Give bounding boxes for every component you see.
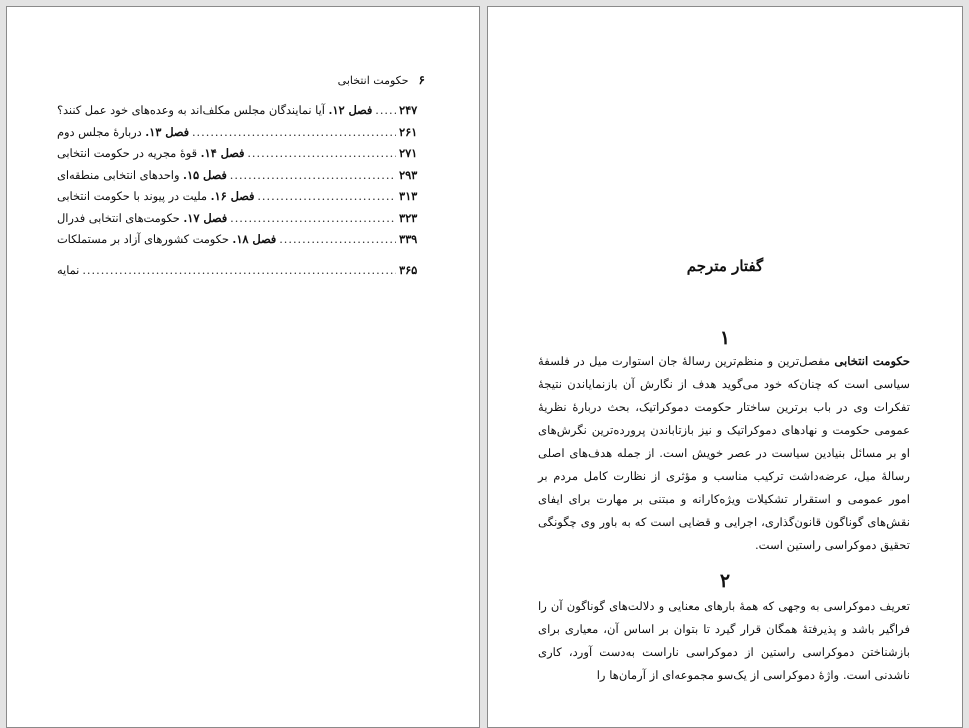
toc-entry-title bbox=[57, 232, 276, 246]
section-number-2: ۲ bbox=[719, 570, 731, 592]
toc-entry[interactable] bbox=[57, 263, 425, 285]
toc-page-number: ۳۳۹ bbox=[399, 232, 418, 246]
toc-entry[interactable] bbox=[57, 232, 425, 254]
toc-entry-title bbox=[57, 211, 227, 225]
toc-page-number: ۲۷۱ bbox=[399, 146, 418, 160]
toc-entry[interactable] bbox=[57, 189, 425, 211]
toc-entry-title bbox=[57, 146, 244, 160]
toc-leader-dots bbox=[279, 233, 396, 246]
toc-chapter-label: فصل ۱۳. bbox=[145, 124, 189, 139]
toc-chapter-label: فصل ۱۸. bbox=[232, 232, 277, 246]
toc-page-number: ۳۶۵ bbox=[399, 262, 418, 277]
section-1-text: مفصل‌ترین و منظم‌ترین رسالهٔ جان استوارت میل در فلسفهٔ سیاسی است که چنان‌که خود می‌گوید هدف از نگارش آن بازنمایاندن نتیجهٔ تفکرات وی در باب برترین ساختار حکومت دموکراتیک، بحث دربارهٔ نظریهٔ عمومی حکومت و نهادهای دموکراتیک و نیز بازتاباندن پرورده‌ترین نگرش‌های او بر مسائل بنیادین سیاست در عصر خویش است. از جمله هدف‌های اصلی رسالهٔ میل، عرضه‌داشت ترکیب مناسب و مؤثری از نظارت کامل مردم بر امور عمومی و استقرار تشکیلات ویژه‌کارانه و مبتنی بر مهارت برای ایفای نقش‌های گوناگون قانون‌گذاری، اجرایی و قضایی است که به باور وی چگونگی تحقیق دموکراسی راستین است. bbox=[538, 354, 910, 552]
toc-chapter-title: دربارهٔ مجلس دوم bbox=[57, 125, 142, 139]
toc-entry[interactable] bbox=[57, 125, 425, 147]
toc-page-number: ۳۲۳ bbox=[399, 210, 418, 225]
toc-page-number: ۲۴۷ bbox=[399, 103, 418, 117]
header-running-title: حکومت انتخابی bbox=[337, 74, 409, 87]
toc-chapter-label: فصل ۱۲. bbox=[328, 103, 373, 117]
toc-chapter-title: آیا نمایندگان مجلس مکلف‌اند به وعده‌های خود عمل کنند؟ bbox=[57, 104, 325, 117]
toc-entry-title bbox=[57, 103, 372, 117]
toc-chapter-title: حکومت کشورهای آزاد بر مستملکات bbox=[57, 233, 229, 246]
toc-chapter-title: واحدهای انتخابی منطقه‌ای bbox=[57, 168, 180, 182]
toc-leader-dots bbox=[230, 212, 396, 225]
section-number-1: ۱ bbox=[719, 327, 731, 349]
toc-leader-dots bbox=[247, 147, 396, 160]
toc-chapter-label: فصل ۱۷. bbox=[183, 210, 228, 225]
toc-leader-dots bbox=[230, 169, 396, 182]
running-header bbox=[338, 73, 425, 87]
toc-chapter-label: فصل ۱۴. bbox=[200, 146, 245, 160]
chapter-title: گفتار مترجم bbox=[686, 257, 764, 275]
toc-leader-dots bbox=[257, 190, 396, 203]
section-2-paragraph: تعریف دموکراسی به وجهی که همهٔ بارهای معنایی و دلالت‌های گوناگون آن را فراگیر باشد و پذیرفتهٔ همگان قرار گیرد تا بتوان بر اساس آن، معیاری برای بازشناختن دموکراسی راستین از دموکراسی ناراست به‌دست آورد، کاری ناشدنی است. واژهٔ دموکراسی از یک‌سو مجموعه‌ای از آرمان‌ها را bbox=[538, 599, 910, 682]
table-of-contents bbox=[57, 103, 425, 284]
toc-page-number: ۲۶۱ bbox=[399, 124, 418, 139]
toc-entry[interactable] bbox=[57, 168, 425, 190]
left-page bbox=[6, 6, 480, 728]
toc-entry-title bbox=[57, 189, 254, 203]
toc-page-number: ۲۹۳ bbox=[399, 167, 418, 182]
toc-chapter-title: نمایه bbox=[57, 263, 80, 277]
toc-leader-dots bbox=[192, 126, 396, 139]
toc-entry-title bbox=[57, 264, 79, 277]
toc-chapter-label: فصل ۱۶. bbox=[210, 189, 255, 203]
section-1-paragraph bbox=[538, 350, 910, 557]
toc-chapter-title: قوهٔ مجریه در حکومت انتخابی bbox=[57, 147, 197, 160]
toc-chapter-title: ملیت در پیوند با حکومت انتخابی bbox=[57, 190, 207, 203]
book-title-lead: حکومت انتخابی bbox=[834, 354, 910, 368]
toc-entry[interactable] bbox=[57, 146, 425, 168]
toc-entry[interactable] bbox=[57, 211, 425, 233]
toc-page-number: ۳۱۳ bbox=[399, 189, 418, 203]
header-page-number: ۶ bbox=[418, 73, 425, 87]
toc-entry[interactable] bbox=[57, 103, 425, 125]
right-page bbox=[487, 6, 963, 728]
toc-chapter-title: حکومت‌های انتخابی فدرال bbox=[57, 211, 180, 225]
toc-leader-dots bbox=[82, 264, 396, 277]
toc-leader-dots bbox=[375, 104, 396, 117]
toc-entry-title bbox=[57, 125, 189, 139]
toc-chapter-label: فصل ۱۵. bbox=[183, 167, 227, 182]
toc-entry-title bbox=[57, 168, 227, 182]
